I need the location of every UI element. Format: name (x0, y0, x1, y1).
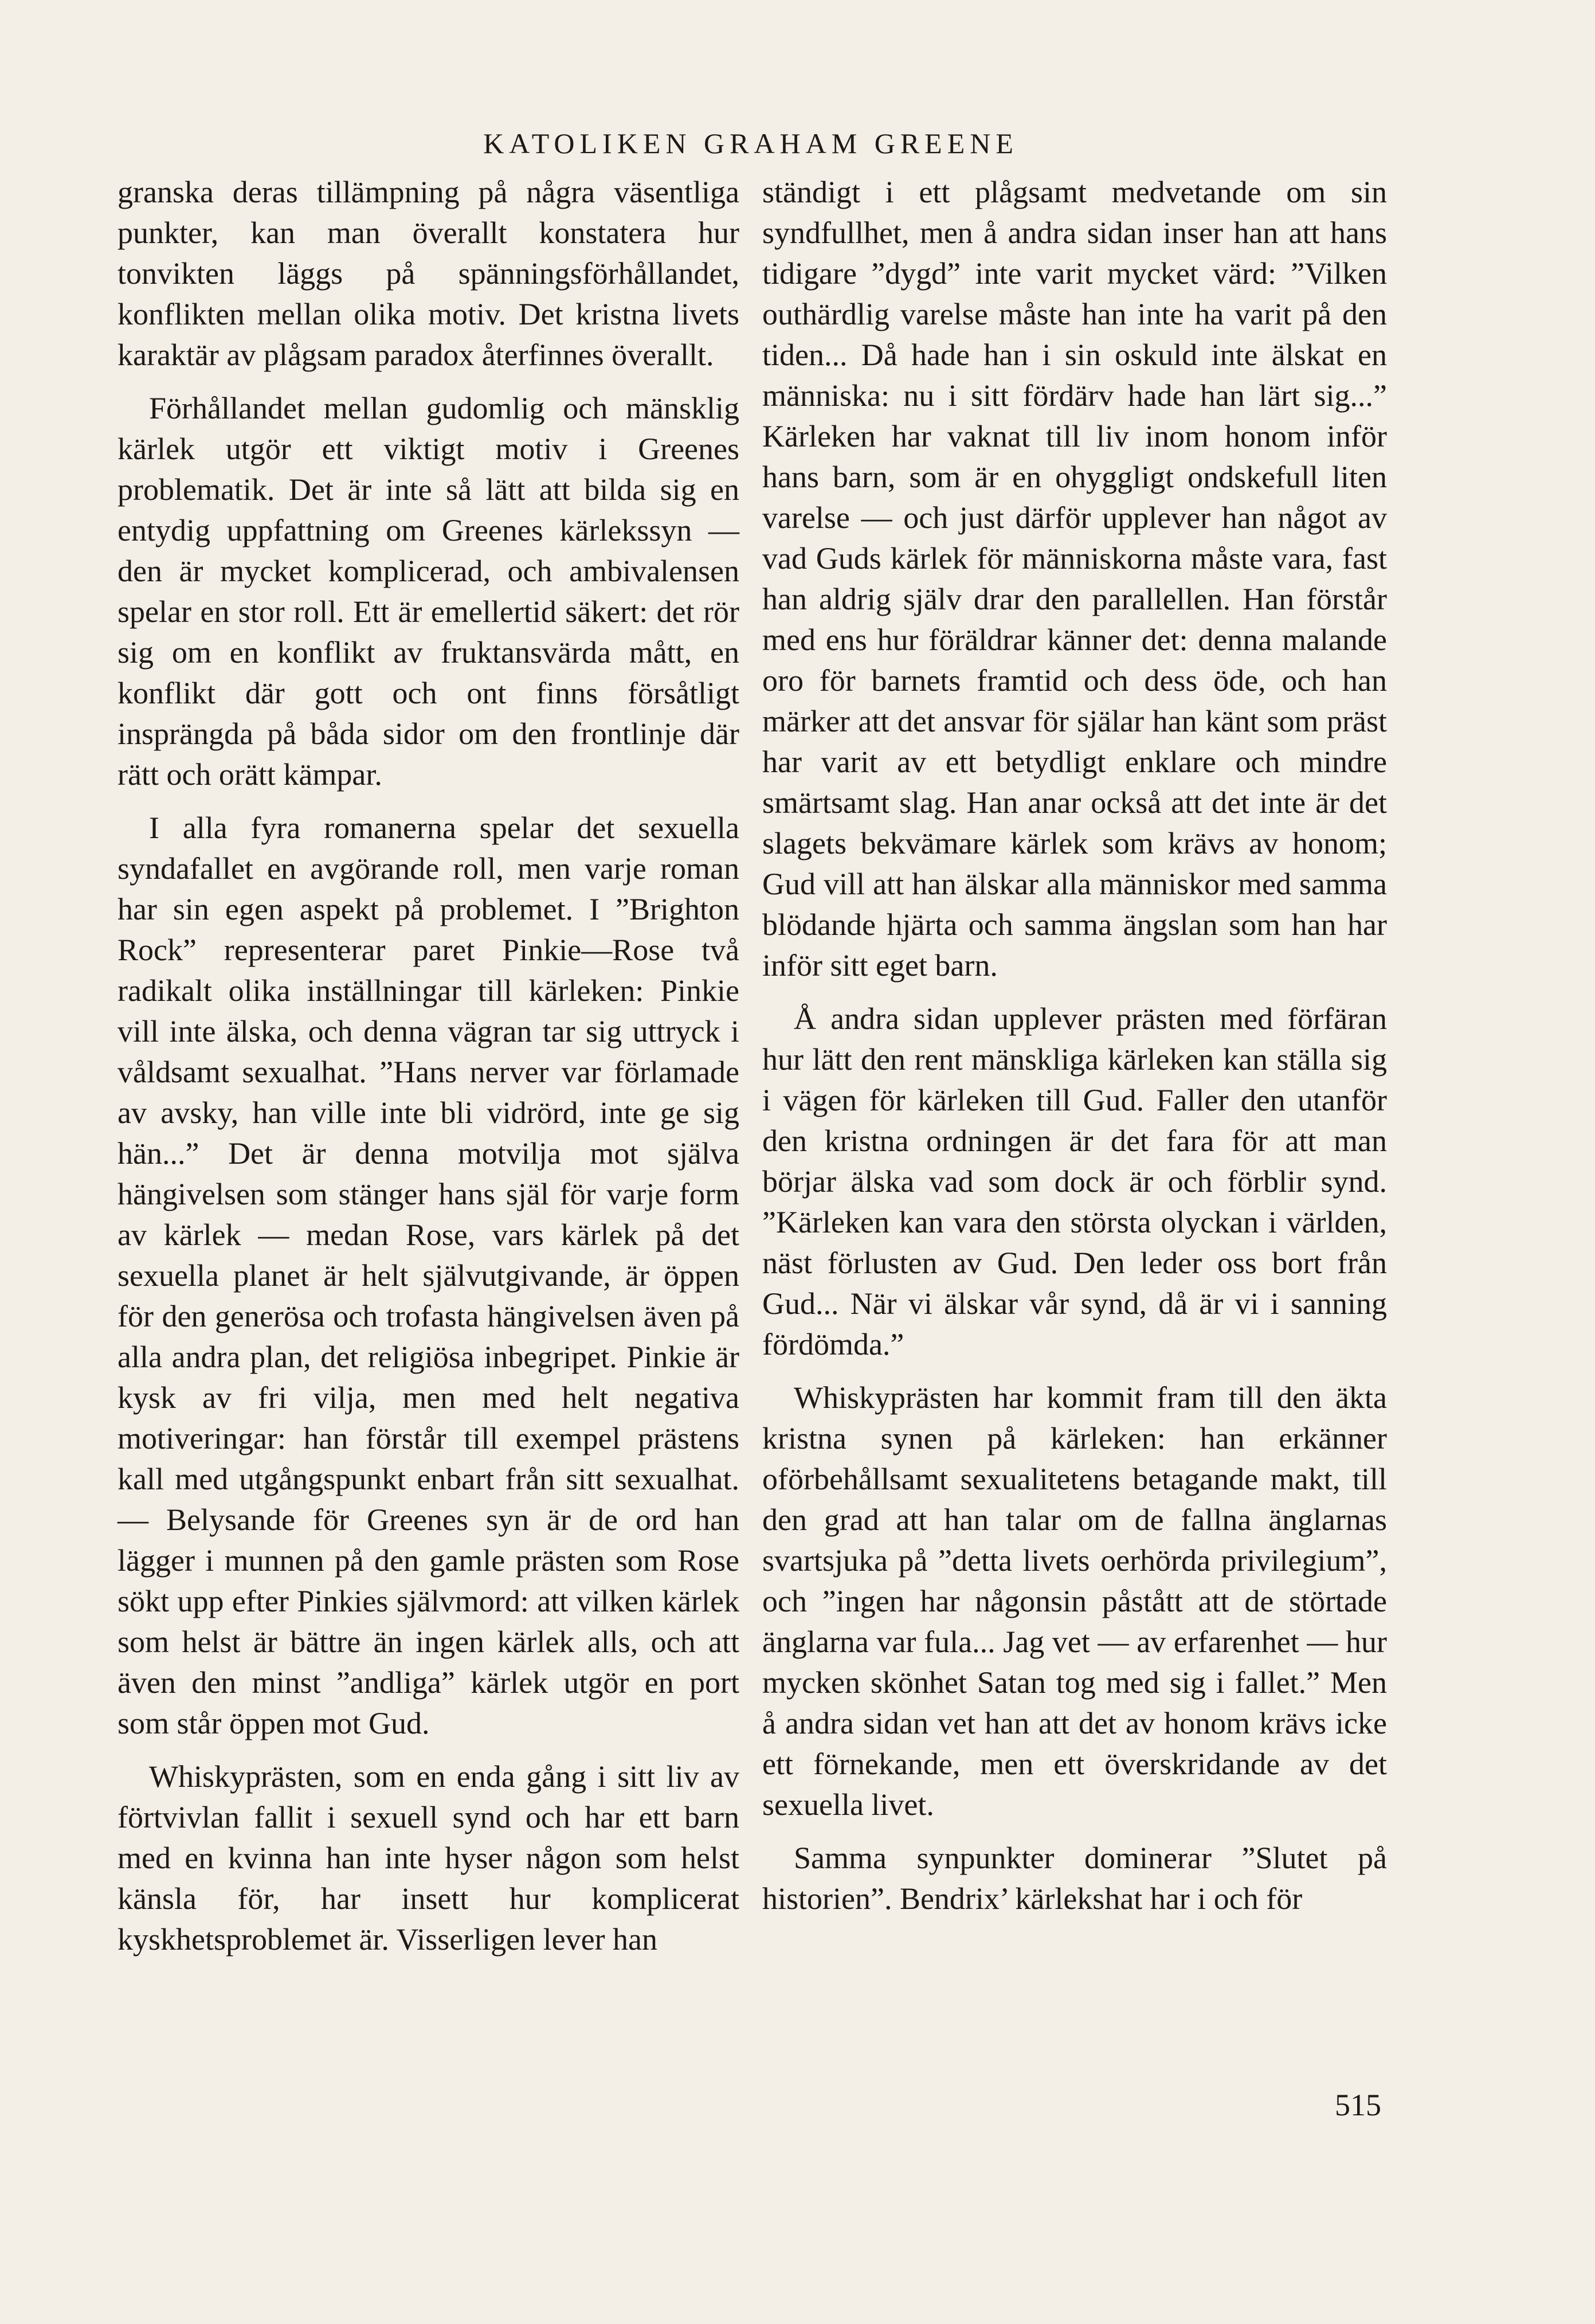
page-number: 515 (1335, 2088, 1381, 2122)
running-head: KATOLIKEN GRAHAM GREENE (483, 127, 1018, 159)
right-paragraph-1: ständigt i ett plågsamt medvetande om sin syndfullhet, men å andra sidan inser han att hans tidigare ”dygd” inte varit mycket värd: ”Vilken outhärdlig varelse måste han inte ha varit på den tiden... Då hade han i sin oskuld inte älskat en människa: nu i sitt fördärv hade han lärt sig...” Kärleken har vaknat till liv inom honom inför hans barn, som är en ohyggligt ondskefull liten varelse — och just därför upplever han något av vad Guds kärlek för människorna måste vara, fast han aldrig själv drar den parallellen. Han förstår med ens hur föräldrar känner det: denna malande oro för barnets framtid och dess öde, och han märker att det ansvar för själar han känt som präst har varit av ett betydligt enklare och mindre smärtsamt slag. Han anar också att det inte är det slagets bekvämare kärlek som krävs av honom; Gud vill att han älskar alla människor med samma blödande hjärta och samma ängslan som han har inför sitt eget barn. (762, 175, 1387, 983)
left-paragraph-4: Whiskyprästen, som en enda gång i sitt liv av förtvivlan fallit i sexuell synd och har ett barn med en kvinna han inte hyser någon som helst känsla för, har insett hur komplicerat kyskhetsproblemet är. Visserligen lever han (117, 1759, 739, 1957)
left-column (117, 172, 739, 1960)
right-paragraph-2: Å andra sidan upplever prästen med förfäran hur lätt den rent mänskliga kärleken kan ställa sig i vägen för kärleken till Gud. Faller den utanför den kristna ordningen är det fara för att man börjar älska vad som dock är och förblir synd. ”Kärleken kan vara den största olyckan i världen, näst förlusten av Gud. Den leder oss bort från Gud... När vi älskar vår synd, då är vi i sanning fördömda.” (762, 1001, 1387, 1361)
right-column (762, 172, 1387, 1919)
right-paragraph-4: Samma synpunkter dominerar ”Slutet på historien”. Bendrix’ kärlekshat har i och för (762, 1841, 1387, 1916)
right-paragraph-3: Whiskyprästen har kommit fram till den äkta kristna synen på kärleken: han erkänner oförbehållsamt sexualitetens betagande makt, till den grad att han talar om de fallna änglarnas svartsjuka på ”detta livets oerhörda privilegium”, och ”ingen har någonsin påstått att de störtade änglarna var fula... Jag vet — av erfarenhet — hur mycken skönhet Satan tog med sig i fallet.” Men å andra sidan vet han att det av honom krävs icke ett förnekande, men ett överskridande av det sexuella livet. (762, 1380, 1387, 1822)
left-paragraph-2: Förhållandet mellan gudomlig och mänsklig kärlek utgör ett viktigt motiv i Greenes problematik. Det är inte så lätt att bilda sig en entydig uppfattning om Greenes kärlekssyn — den är mycket komplicerad, och ambivalensen spelar en stor roll. Ett är emellertid säkert: det rör sig om en konflikt av fruktansvärda mått, en konflikt där gott och ont finns försåtligt insprängda på båda sidor om den frontlinje där rätt och orätt kämpar. (117, 391, 739, 792)
left-paragraph-3: I alla fyra romanerna spelar det sexuella syndafallet en avgörande roll, men varje roman har sin egen aspekt på problemet. I ”Brighton Rock” representerar paret Pinkie—Rose två radikalt olika inställningar till kärleken: Pinkie vill inte älska, och denna vägran tar sig uttryck i våldsamt sexualhat. ”Hans nerver var förlamade av avsky, han ville inte bli vidrörd, inte ge sig hän...” Det är denna motvilja mot själva hängivelsen som stänger hans själ för varje form av kärlek — medan Rose, vars kärlek på det sexuella planet är helt självutgivande, är öppen för den generösa och trofasta hängivelsen även på alla andra plan, det religiösa inbegripet. Pinkie är kysk av fri vilja, men med helt negativa motiveringar: han förstår till exempel prästens kall med utgångspunkt enbart från sitt sexualhat. — Belysande för Greenes syn är de ord han lägger i munnen på den gamle prästen som Rose sökt upp efter Pinkies självmord: att vilken kärlek som helst är bättre än ingen kärlek alls, och att även den minst ”andliga” kärlek utgör en port som står öppen mot Gud. (117, 811, 739, 1740)
left-paragraph-1: granska deras tillämpning på några väsentliga punkter, kan man överallt konstatera hur tonvikten läggs på spänningsförhållandet, konflikten mellan olika motiv. Det kristna livets karaktär av plågsam paradox återfinnes överallt. (117, 175, 739, 372)
